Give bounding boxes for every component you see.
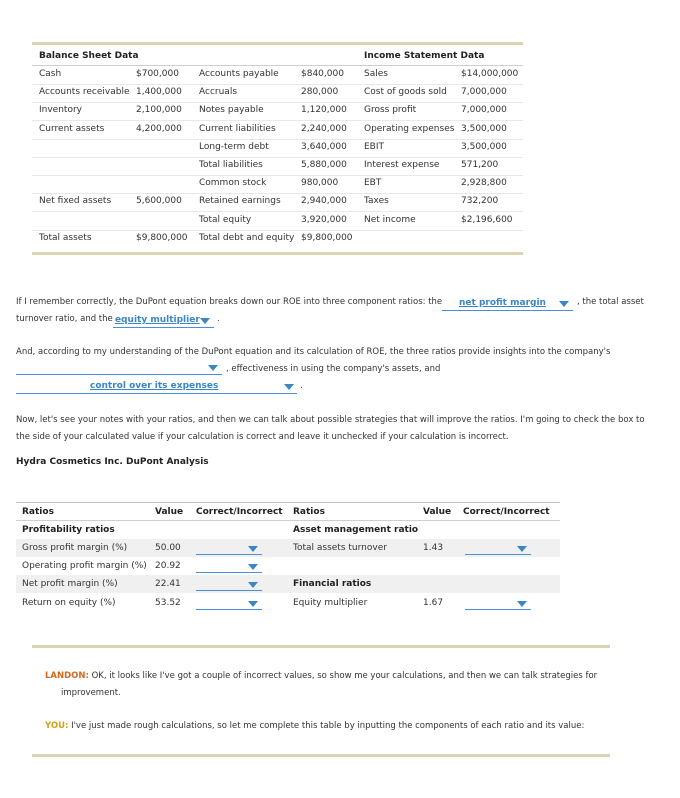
col-header-value-left: Value	[155, 507, 184, 517]
p1-text-c: turnover ratio, and the	[16, 314, 113, 324]
fin-cell-r0-c4: Sales	[364, 69, 388, 79]
dropdown-insight-1[interactable]	[16, 362, 222, 374]
income-statement-header: Income Statement Data	[364, 51, 485, 61]
correct-dropdown-net-profit[interactable]	[196, 579, 262, 591]
p3-line-2: the side of your calculated value if your calculation is correct and leave it unchecked if your calculation is incorrect.	[16, 432, 509, 442]
fin-cell-r8-c3: 3,920,000	[301, 214, 347, 225]
fin-row-divider	[32, 211, 523, 212]
p2-text-c: .	[300, 381, 303, 391]
fin-cell-r8-c4: Net income	[364, 214, 416, 225]
col-header-correct-left: Correct/Incorrect	[196, 507, 283, 517]
ratio-label-equity-multiplier: Equity multiplier	[293, 598, 368, 608]
balance-sheet-header: Balance Sheet Data	[39, 51, 139, 61]
fin-cell-r5-c3: 5,880,000	[301, 160, 347, 170]
ratio-value-equity-multiplier: 1.67	[423, 598, 444, 608]
dropdown-4-value: control over its expenses	[90, 381, 219, 391]
fin-cell-r3-c0: Current assets	[39, 123, 105, 134]
fin-row-divider	[32, 230, 523, 231]
speaker-landon: LANDON:	[45, 671, 89, 681]
dropdown-underline	[196, 554, 262, 555]
fin-cell-r2-c5: 7,000,000	[461, 105, 507, 116]
fin-cell-r0-c1: $700,000	[136, 69, 179, 79]
dropdown-3-underline	[16, 374, 222, 375]
fin-cell-r2-c4: Gross profit	[364, 105, 417, 116]
correct-dropdown-equity-multiplier[interactable]	[465, 598, 531, 610]
fin-cell-r7-c1: 5,600,000	[136, 196, 182, 207]
fin-cell-r7-c4: Taxes	[364, 196, 389, 207]
analysis-title: Hydra Cosmetics Inc. DuPont Analysis	[16, 457, 209, 467]
fin-cell-r2-c0: Inventory	[39, 105, 82, 116]
fin-row-divider	[32, 84, 523, 85]
ratio-value-operating-profit: 20.92	[155, 561, 181, 571]
fin-row-divider	[32, 120, 523, 121]
fin-cell-r7-c0: Net fixed assets	[39, 196, 112, 207]
fin-cell-r7-c3: 2,940,000	[301, 196, 347, 207]
dropdown-1-underline	[442, 310, 573, 311]
fin-row-divider	[32, 193, 523, 194]
you-line	[45, 718, 584, 735]
fin-cell-r9-c0: Total assets	[39, 232, 92, 243]
fin-row-divider	[32, 157, 523, 158]
fin-cell-r0-c2: Accounts payable	[199, 69, 279, 79]
fin-cell-r1-c2: Accruals	[199, 87, 238, 98]
p1-text-b: , the total asset	[577, 297, 644, 307]
chevron-down-icon	[248, 546, 258, 552]
p3-line-1: Now, let's see your notes with your ratios, and then we can talk about possible strategies that will improve the ratios. I'm going to check the box to	[16, 415, 645, 425]
ratio-label-operating-profit: Operating profit margin (%)	[22, 561, 147, 571]
col-header-ratios-left: Ratios	[22, 507, 54, 517]
ratio-label-gross-profit: Gross profit margin (%)	[22, 543, 128, 553]
fin-cell-r4-c5: 3,500,000	[461, 141, 507, 152]
chevron-down-icon	[517, 601, 527, 607]
dropdown-1-value: net profit margin	[459, 298, 546, 308]
fin-cell-r7-c5: 732,200	[461, 196, 499, 207]
fin-cell-r5-c2: Total liabilities	[199, 160, 263, 170]
dropdown-component-1[interactable]	[442, 298, 573, 310]
fin-cell-r1-c1: 1,400,000	[136, 87, 182, 98]
speaker-you: YOU:	[45, 721, 69, 731]
fin-cell-r3-c2: Current liabilities	[199, 123, 276, 134]
fin-cell-r0-c3: $840,000	[301, 69, 344, 79]
landon-line-1	[45, 668, 597, 685]
you-text: I've just made rough calculations, so let me complete this table by inputting the components of each ratio and its value:	[71, 721, 585, 731]
col-header-value-right: Value	[423, 507, 452, 517]
fin-cell-r2-c1: 2,100,000	[136, 105, 182, 116]
ratio-table-top-border	[16, 502, 560, 503]
correct-dropdown-roe[interactable]	[196, 598, 262, 610]
dialog-bottom-rule	[32, 754, 610, 757]
dropdown-underline	[196, 609, 262, 610]
chevron-down-icon	[200, 318, 210, 324]
chevron-down-icon	[248, 582, 258, 588]
p2-text-a: And, according to my understanding of the DuPont equation and its calculation of ROE, the three ratios provide insights into the company's	[16, 347, 611, 357]
fin-cell-r6-c3: 980,000	[301, 178, 339, 189]
fin-cell-r0-c0: Cash	[39, 69, 62, 79]
dropdown-insight-2[interactable]	[16, 381, 297, 393]
p1-text-d: .	[217, 314, 220, 324]
ratio-value-net-profit: 22.41	[155, 579, 181, 589]
chevron-down-icon	[208, 365, 218, 371]
fin-cell-r3-c4: Operating expenses	[364, 123, 455, 134]
dupont-paragraph-1	[16, 294, 442, 311]
dropdown-4-underline	[16, 393, 297, 394]
dropdown-2-underline	[113, 327, 214, 328]
chevron-down-icon	[559, 301, 569, 307]
dropdown-2-value: equity multiplier	[115, 315, 200, 325]
fin-cell-r5-c4: Interest expense	[364, 160, 440, 170]
dropdown-underline	[465, 554, 531, 555]
ratio-value-roe: 53.52	[155, 598, 181, 608]
section-asset-management: Asset management ratio	[293, 525, 419, 535]
fin-cell-r6-c4: EBT	[364, 178, 382, 189]
fin-row-divider	[32, 139, 523, 140]
fin-row-divider	[32, 175, 523, 176]
chevron-down-icon	[248, 601, 258, 607]
dialog-top-rule	[32, 645, 610, 648]
p2-text-b: , effectiveness in using the company's assets, and	[226, 364, 441, 374]
ratio-table-header-divider	[16, 520, 560, 521]
landon-text-1: OK, it looks like I've got a couple of incorrect values, so show me your calculations, and then we can talk strategies for	[91, 671, 598, 681]
ratio-label-roe: Return on equity (%)	[22, 598, 116, 608]
fin-cell-r3-c1: 4,200,000	[136, 123, 182, 134]
correct-dropdown-total-assets-turnover[interactable]	[465, 543, 531, 555]
dropdown-underline	[196, 590, 262, 591]
fin-cell-r2-c3: 1,120,000	[301, 105, 347, 116]
fin-cell-r6-c2: Common stock	[199, 178, 267, 189]
fin-cell-r2-c2: Notes payable	[199, 105, 264, 116]
p1-text-a: If I remember correctly, the DuPont equation breaks down our ROE into three component ratios: the	[16, 297, 443, 307]
fin-cell-r6-c5: 2,928,800	[461, 178, 507, 189]
fin-cell-r1-c5: 7,000,000	[461, 87, 507, 98]
correct-dropdown-operating-profit[interactable]	[196, 561, 262, 573]
ratio-label-net-profit: Net profit margin (%)	[22, 579, 118, 589]
correct-dropdown-gross-profit[interactable]	[196, 543, 262, 555]
ratio-value-gross-profit: 50.00	[155, 543, 181, 553]
header-divider	[32, 65, 523, 66]
fin-cell-r0-c5: $14,000,000	[461, 69, 519, 79]
landon-line-2: improvement.	[61, 688, 121, 698]
fin-cell-r9-c1: $9,800,000	[136, 232, 188, 243]
col-header-correct-right: Correct/Incorrect	[463, 507, 550, 517]
chevron-down-icon	[248, 564, 258, 570]
ratio-label-total-assets-turnover: Total assets turnover	[293, 543, 387, 553]
fin-cell-r4-c3: 3,640,000	[301, 141, 347, 152]
fin-cell-r4-c2: Long-term debt	[199, 141, 269, 152]
fin-row-divider	[32, 102, 523, 103]
fin-cell-r9-c2: Total debt and equity	[199, 232, 295, 243]
ratio-value-total-assets-turnover: 1.43	[423, 543, 444, 553]
dropdown-underline	[465, 609, 531, 610]
fin-cell-r3-c5: 3,500,000	[461, 123, 507, 134]
fin-cell-r3-c3: 2,240,000	[301, 123, 347, 134]
dropdown-underline	[196, 572, 262, 573]
chevron-down-icon	[284, 384, 294, 390]
col-header-ratios-right: Ratios	[293, 507, 325, 517]
chevron-down-icon	[517, 546, 527, 552]
fin-cell-r5-c5: 571,200	[461, 160, 499, 170]
fin-cell-r4-c4: EBIT	[364, 141, 385, 152]
fin-cell-r8-c2: Total equity	[199, 214, 252, 225]
dropdown-component-2[interactable]	[113, 315, 214, 327]
fin-cell-r1-c3: 280,000	[301, 87, 339, 98]
fin-cell-r7-c2: Retained earnings	[199, 196, 281, 207]
table-top-rule	[32, 42, 523, 45]
fin-cell-r1-c4: Cost of goods sold	[364, 87, 447, 98]
section-financial-ratios: Financial ratios	[293, 579, 372, 589]
fin-cell-r8-c5: $2,196,600	[461, 214, 513, 225]
fin-cell-r9-c3: $9,800,000	[301, 232, 353, 243]
table-bottom-rule	[32, 252, 523, 255]
fin-cell-r1-c0: Accounts receivable	[39, 87, 130, 98]
section-profitability-ratios: Profitability ratios	[22, 525, 115, 535]
